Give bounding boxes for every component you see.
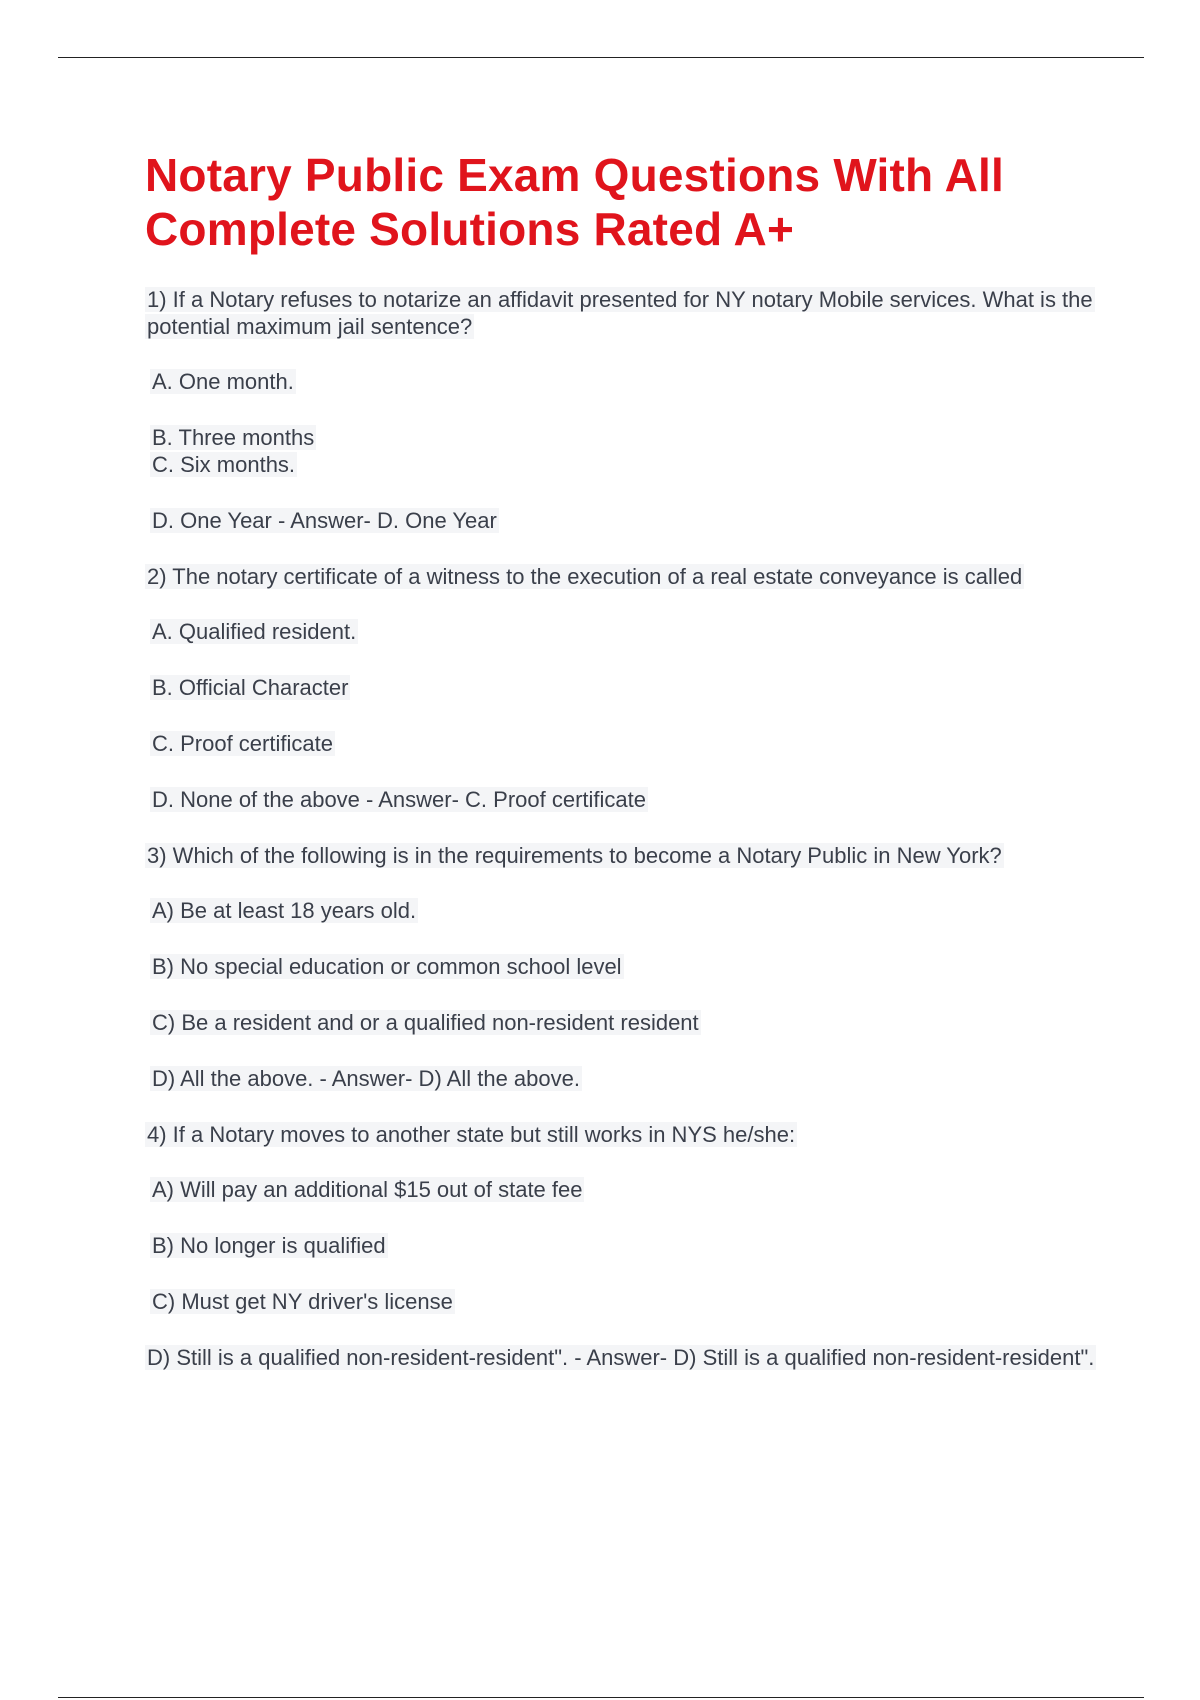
document-body: [145, 148, 1105, 1400]
answer-option-with-answer: D. None of the above - Answer- C. Proof certificate: [152, 787, 647, 812]
bottom-rule: [58, 1697, 1144, 1698]
top-rule: [58, 57, 1144, 58]
document-title: Notary Public Exam Questions With All Complete Solutions Rated A+: [145, 149, 1004, 255]
question-text: 1) If a Notary refuses to notarize an affidavit presented for NY notary Mobile services. What is the potential maximum jail sentence?: [147, 287, 1093, 339]
answer-option: B. Three months: [152, 425, 315, 450]
answer-option: A) Will pay an additional $15 out of state fee: [152, 1177, 583, 1202]
question-2: [145, 563, 1105, 813]
answer-option: C. Proof certificate: [152, 731, 333, 756]
answer-option: B) No special education or common school level: [152, 954, 622, 979]
answer-option: A. Qualified resident.: [152, 619, 357, 644]
question-text: 2) The notary certificate of a witness to the execution of a real estate conveyance is called: [147, 564, 1023, 589]
answer-option: C. Six months.: [152, 452, 296, 477]
question-1: [145, 286, 1105, 534]
answer-option: B. Official Character: [152, 675, 349, 700]
question-text: 3) Which of the following is in the requirements to become a Notary Public in New York?: [147, 843, 1002, 868]
answer-option: C) Be a resident and or a qualified non-resident resident: [152, 1010, 699, 1035]
answer-option-with-answer: D) All the above. - Answer- D) All the above.: [152, 1066, 580, 1091]
answer-option: C) Must get NY driver's license: [152, 1289, 453, 1314]
answer-option-with-answer: D. One Year - Answer- D. One Year: [152, 508, 497, 533]
answer-option: B) No longer is qualified: [152, 1233, 386, 1258]
question-text: 4) If a Notary moves to another state but still works in NYS he/she:: [147, 1122, 796, 1147]
question-4: [145, 1121, 1105, 1371]
answer-option: A. One month.: [152, 369, 294, 394]
question-3: [145, 842, 1105, 1092]
answer-option: A) Be at least 18 years old.: [152, 898, 417, 923]
answer-option-with-answer: D) Still is a qualified non-resident-resident". - Answer- D) Still is a qualified non-resident-resident".: [147, 1345, 1095, 1370]
